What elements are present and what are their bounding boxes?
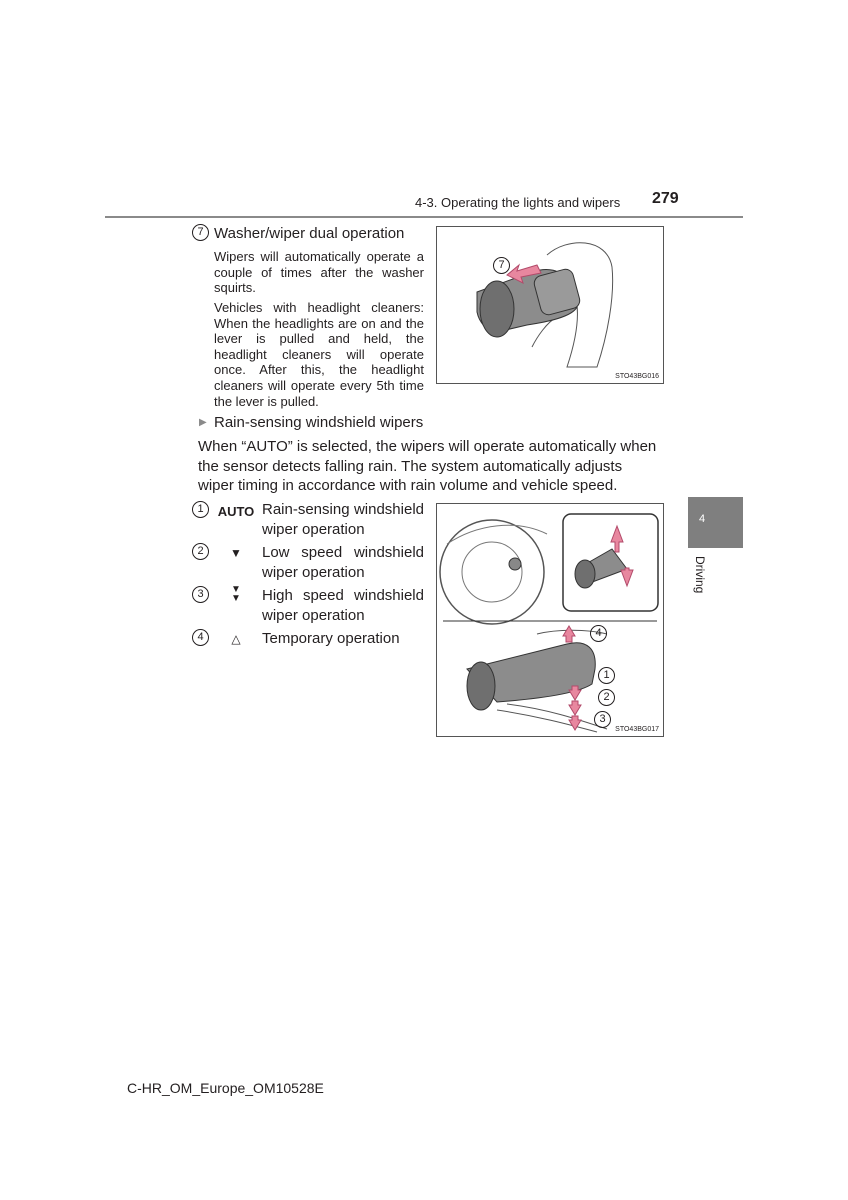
figure-code: STO43BG017 bbox=[615, 726, 659, 733]
item-marker: 7 bbox=[192, 224, 209, 241]
steering-and-lever-illustration bbox=[437, 504, 663, 736]
figure-callout: 4 bbox=[590, 625, 607, 642]
auto-text-icon: AUTO bbox=[217, 504, 255, 519]
page-number: 279 bbox=[652, 190, 679, 207]
triangle-up-outline-icon: △ bbox=[231, 632, 241, 646]
mode-number: 1 bbox=[192, 501, 209, 518]
mode-number: 3 bbox=[192, 586, 209, 603]
figure-callout: 7 bbox=[493, 257, 510, 274]
mode-number: 4 bbox=[192, 629, 209, 646]
lever-illustration bbox=[437, 227, 663, 383]
description: When “AUTO” is selected, the wipers will operate automatically when the sensor detects falling rain. The system automatically adjusts wiper timing in accordance with rain volume and vehicle speed. bbox=[198, 438, 657, 494]
rain-sensing-wiper-figure bbox=[436, 503, 664, 737]
double-triangle-down-icon: ▼ ▼ bbox=[231, 584, 241, 604]
header-rule bbox=[105, 216, 743, 218]
mode-number: 2 bbox=[192, 543, 209, 560]
figure-callout: 3 bbox=[594, 711, 611, 728]
item-title: Washer/wiper dual operation bbox=[214, 225, 405, 242]
mode-label: Temporary operation bbox=[262, 630, 400, 647]
figure-code: STO43BG016 bbox=[615, 373, 659, 380]
triangle-down-icon: ▼ bbox=[230, 546, 242, 560]
bullet-triangle-icon: ▶ bbox=[199, 417, 207, 428]
figure-callout: 1 bbox=[598, 667, 615, 684]
paragraph: Wipers will automatically operate a couple of times after the washer squirts. bbox=[214, 249, 424, 296]
subsection-title: Rain-sensing windshield wipers bbox=[214, 414, 424, 431]
paragraph: Vehicles with headlight cleaners: When the headlights are on and the lever is pulled and held, the headlight cleaners will operate once. After this, the headlight cleaners will operate every 5th time the lever is pulled. bbox=[214, 300, 424, 409]
wiper-lever-pull-figure bbox=[436, 226, 664, 384]
footer-code: C-HR_OM_Europe_OM10528E bbox=[127, 1080, 324, 1096]
mode-label: High speed windshield wiper operation bbox=[262, 587, 424, 624]
chapter-number: 4 bbox=[698, 513, 706, 525]
mode-label: Low speed windshield wiper operation bbox=[262, 544, 424, 581]
section-header: 4-3. Operating the lights and wipers bbox=[415, 195, 621, 210]
chapter-label: Driving bbox=[693, 556, 707, 594]
figure-callout: 2 bbox=[598, 689, 615, 706]
mode-label: Rain-sensing windshield wiper operation bbox=[262, 501, 424, 538]
